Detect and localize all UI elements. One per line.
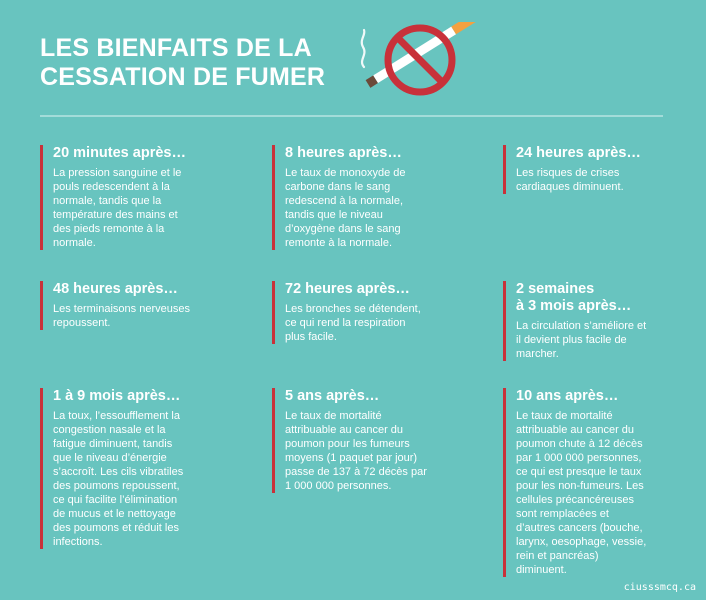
card-body: Les terminaisons nerveuses repoussent. — [53, 303, 190, 329]
benefit-card — [40, 281, 233, 330]
cigarette-filter — [451, 22, 479, 34]
card-body: Le taux de mortalité attribuable au cancer du poumon chute à 12 décès par 1 000 000 personnes, ce qui est presque le taux pour les non-fumeurs. Les cellules précancéreuses sont remplacées et d’autres cancers (bouche, larynx, oesophage, vessie, rein et pancréas) diminuent. — [516, 410, 647, 576]
card-body: Les risques de crises cardiaques diminuent. — [516, 167, 624, 193]
card-heading: 20 minutes après… — [53, 145, 186, 161]
benefit-card — [272, 281, 465, 344]
benefit-card — [272, 145, 465, 250]
benefit-card — [272, 388, 465, 493]
benefit-card — [40, 145, 233, 250]
benefit-card — [503, 388, 696, 577]
card-heading: 48 heures après… — [53, 281, 178, 297]
benefit-card — [40, 388, 233, 549]
card-heading: 1 à 9 mois après… — [53, 388, 181, 404]
card-heading: 24 heures après… — [516, 145, 641, 161]
no-smoking-icon — [345, 22, 480, 102]
benefit-card — [503, 145, 696, 194]
card-heading: 2 semaines à 3 mois après… — [516, 281, 632, 314]
card-heading: 72 heures après… — [285, 281, 410, 297]
card-body: Le taux de monoxyde de carbone dans le sang redescend à la normale, tandis que le niveau d’oxygène dans le sang remonte à la normale. — [285, 167, 406, 249]
card-body: La toux, l’essoufflement la congestion nasale et la fatigue diminuent, tandis que le niveau d’énergie s’accroît. Les cils vibratiles des poumons repoussent, ce qui facilite l’élimination de mucus et le nettoyage des poumons et réduit les infections. — [53, 410, 184, 548]
card-heading: 10 ans après… — [516, 388, 619, 404]
card-heading: 8 heures après… — [285, 145, 402, 161]
card-heading: 5 ans après… — [285, 388, 380, 404]
source-credit: ciusssmcq.ca — [623, 582, 696, 593]
header-divider — [40, 115, 663, 117]
title-line-1: LES BIENFAITS DE LA — [40, 34, 312, 62]
page-title — [40, 34, 325, 92]
card-body: La circulation s’améliore et il devient plus facile de marcher. — [516, 320, 647, 360]
card-body: La pression sanguine et le pouls redescendent à la normale, tandis que la température des mains et des pieds remonte à la normale. — [53, 167, 182, 249]
smoke-icon — [362, 30, 365, 67]
title-line-2: CESSATION DE FUMER — [40, 63, 326, 91]
card-body: Le taux de mortalité attribuable au cancer du poumon pour les fumeurs moyens (1 paquet par jour) passe de 137 à 72 décès par 1 000 000 personnes. — [285, 410, 427, 492]
benefit-card — [503, 281, 696, 361]
card-body: Les bronches se détendent, ce qui rend la respiration plus facile. — [285, 303, 421, 343]
